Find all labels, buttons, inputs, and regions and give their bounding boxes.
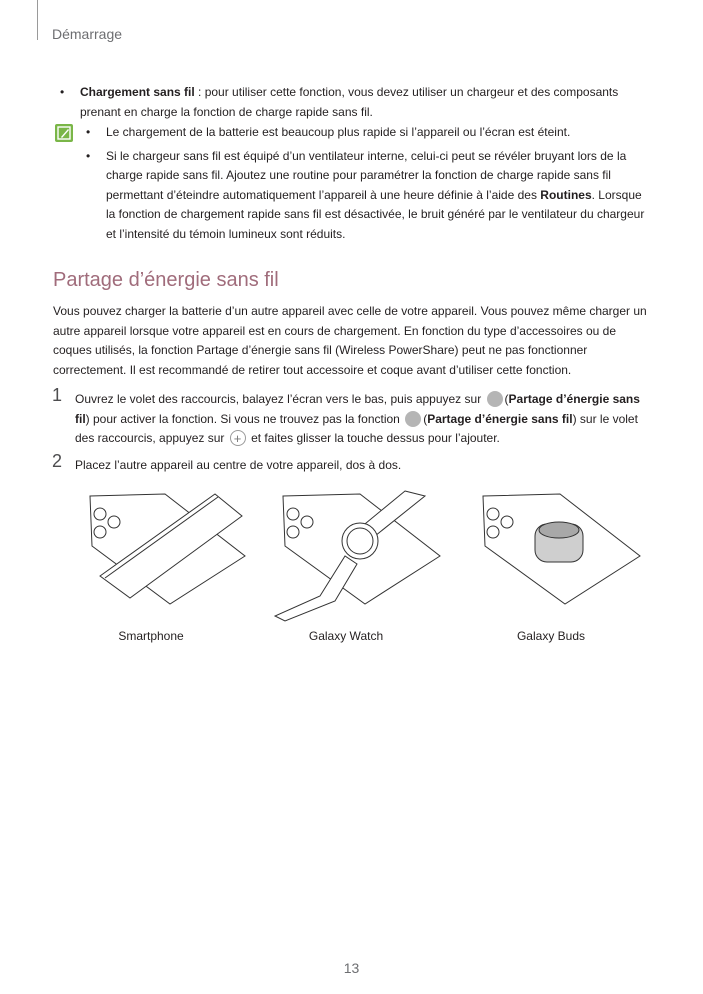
step-text: et faites glisser la touche dessus pour l’ajouter. [247,431,500,445]
caption-galaxy-watch: Galaxy Watch [308,629,384,643]
step-text: Placez l’autre appareil au centre de votre appareil, dos à dos. [75,458,402,472]
note-item [86,123,651,143]
caption-smartphone: Smartphone [118,629,184,643]
routines-term: Routines [540,187,592,202]
page-number: 13 [343,960,360,976]
feature-name: Partage d’énergie sans fil [427,411,573,426]
bullet-text: : pour utiliser cette fonction, vous devez utiliser un chargeur et des composants prenant en charge la fonction de charge rapide sans fil. [80,85,619,119]
note-item [86,147,651,245]
note-item-text: Si le chargeur sans fil est équipé d’un ventilateur interne, celui-ci peut se révéler bruyant lors de la charge rapide sans fil. Ajoutez une routine pour paramétrer la fonction de charge rapide sans fil permettant d’éteindre automatiquement l’appareil à une heure définie à l’aide des [106,148,627,202]
step-1: 1 Ouvrez le volet des raccourcis, balayez l’écran vers le bas, puis appuyez sur (Partage d’énergie sans fil) pour activer la fonction. Si vous ne trouvez pas la fonction (Partage d’énergie sans fil) sur le volet des raccourcis, appuyez sur + et faites glisser la touche dessus pour l’ajouter. [75,390,650,449]
note-item-text: . Lorsque la fonction de chargement rapide sans fil est désactivée, le bruit généré par le ventilateur du chargeur et l’intensité du témoin lumineux sont réduits. [106,187,645,241]
galaxy-watch-illustration [265,486,445,626]
feature-name: Partage d’énergie sans fil [75,392,640,426]
step-number: 2 [52,451,63,471]
step-2 [52,451,650,476]
bullet-term: Chargement sans fil [80,85,195,99]
bullet-wireless-charging [60,83,650,122]
bullet-dot: • [60,85,65,99]
step-text: Ouvrez le volet des raccourcis, balayez l’écran vers le bas, puis appuyez sur [75,392,485,406]
note-list [86,123,651,244]
section-title: Partage d’énergie sans fil [53,269,279,291]
galaxy-buds-illustration [465,486,645,616]
step-text: ) sur le volet des raccourcis, appuyez sur [75,411,638,445]
chapter-header: Démarrage [52,26,123,42]
note-icon [55,124,73,142]
note-item-text: Le chargement de la batterie est beaucoup plus rapide si l’appareil ou l’écran est éteint. [106,125,571,139]
bullet-dot: • [86,125,91,139]
section-intro: Vous pouvez charger la batterie d’un autre appareil avec celle de votre appareil. Vous pouvez même charger un autre appareil lorsque votre appareil est en cours de chargement. En fonction du type d’accessoires ou de coques utilisés, la fonction Partage d’énergie sans fil (Wireless PowerShare) peut ne pas fonctionner correctement. Il est recommandé de retirer tout accessoire et coque avant d’utiliser cette fonction. [53,304,647,377]
powershare-icon [487,391,503,407]
add-icon [230,430,246,446]
header-rule [37,0,38,40]
bullet-dot: • [86,148,91,163]
step-text: ) pour activer la fonction. Si vous ne trouvez pas la fonction [85,411,404,426]
powershare-icon [405,411,421,427]
caption-galaxy-buds: Galaxy Buds [516,629,586,643]
step-number: 1 [52,385,63,405]
smartphone-illustration [70,486,250,616]
